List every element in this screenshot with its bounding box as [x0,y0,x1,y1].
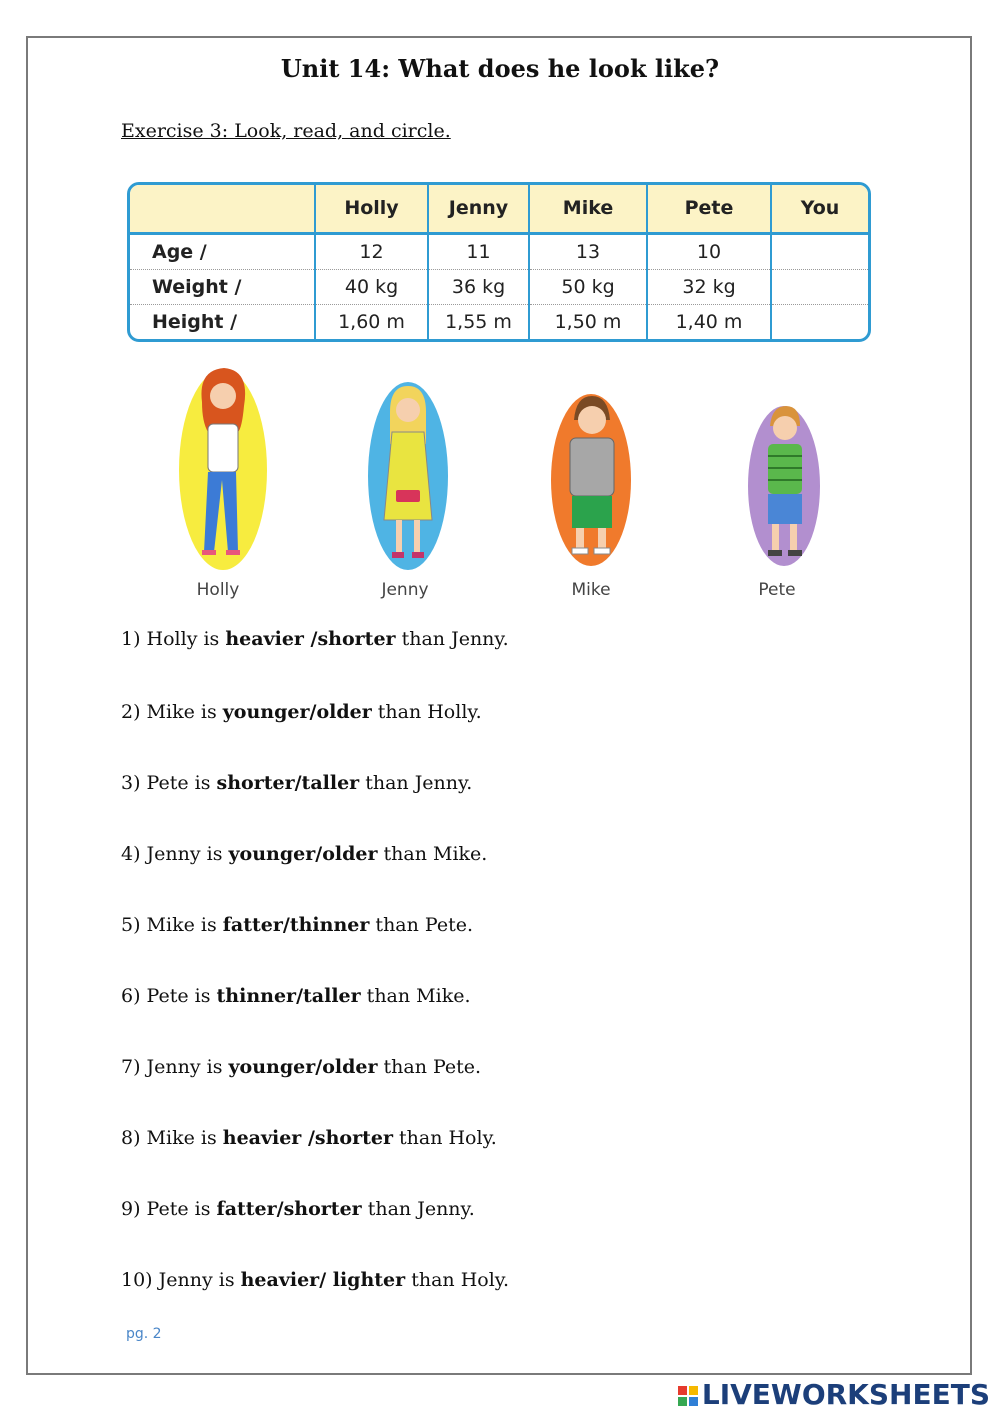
table-cell: 1,50 m [529,305,647,339]
table-cell [771,233,868,270]
table-cell: 13 [529,233,647,270]
page-number: pg. 2 [126,1326,162,1342]
question-text: than Mike. [377,843,488,865]
exercise-instruction: Exercise 3: Look, read, and circle. [121,120,451,142]
table-header-row [130,185,868,233]
question-text: than Jenny. [361,1198,475,1220]
question-text: 6) Pete is [121,985,217,1007]
question-text: 9) Pete is [121,1198,217,1220]
question-1 [121,628,509,650]
question-text: 1) Holly is [121,628,226,650]
option-separator: / [315,843,323,865]
answer-option[interactable]: heavier [225,628,311,650]
question-text: 4) Jenny is [121,843,229,865]
question-3 [121,772,472,794]
answer-option[interactable]: shorter [283,1198,362,1220]
question-text: than Mike. [360,985,471,1007]
option-separator: / [296,985,304,1007]
option-separator: / [282,914,290,936]
answer-option[interactable]: lighter [332,1269,406,1291]
table-cell: 50 kg [529,270,647,305]
answer-option[interactable]: heavier [222,1127,308,1149]
question-2 [121,701,482,723]
answer-option[interactable]: older [322,843,378,865]
stats-table [127,182,871,342]
table-row [130,305,868,339]
option-separator: / [276,1198,284,1220]
question-text: than Jenny. [359,772,473,794]
question-4 [121,843,487,865]
answer-option[interactable]: younger [222,701,310,723]
table-cell: 1,55 m [428,305,529,339]
question-text: than Holy. [392,1127,497,1149]
liveworksheets-logo-icon [678,1384,698,1406]
answer-option[interactable]: younger [228,1056,316,1078]
table-cell: 10 [647,233,771,270]
table-row [130,233,868,270]
liveworksheets-watermark [678,1378,990,1411]
table-cell [771,270,868,305]
question-text: than Pete. [377,1056,482,1078]
character-label: Holly [196,580,240,600]
mike-illustration [546,392,636,568]
table-cell: 11 [428,233,529,270]
question-10 [121,1269,509,1291]
page-title: Unit 14: What does he look like? [280,54,720,83]
pete-illustration [744,404,824,568]
answer-option[interactable]: taller [301,772,360,794]
question-text: than Holy. [405,1269,510,1291]
option-separator: / [307,1127,315,1149]
table-header-cell: Holly [315,185,428,233]
row-label: Age / [130,233,315,270]
option-separator: / [294,772,302,794]
answer-option[interactable]: older [322,1056,378,1078]
answer-option[interactable]: taller [303,985,361,1007]
answer-option[interactable]: thinner [216,985,297,1007]
table-header-cell: Jenny [428,185,529,233]
answer-option[interactable]: shorter [216,772,295,794]
answer-option[interactable]: shorter [317,628,396,650]
answer-option[interactable]: thinner [289,914,370,936]
option-separator: / [319,1269,333,1291]
character-label: Jenny [381,580,429,600]
answer-option[interactable]: fatter [222,914,283,936]
question-text: 2) Mike is [121,701,223,723]
answer-option[interactable]: younger [228,843,316,865]
question-text: than Holly. [371,701,482,723]
option-separator: / [315,1056,323,1078]
table-row [130,270,868,305]
answer-option[interactable]: older [316,701,372,723]
answer-option[interactable]: heavier [240,1269,320,1291]
question-6 [121,985,470,1007]
table-header-cell: Mike [529,185,647,233]
option-separator: / [310,628,318,650]
table-cell: 12 [315,233,428,270]
question-8 [121,1127,497,1149]
character-label: Mike [571,580,611,600]
question-9 [121,1198,475,1220]
row-label: Height / [130,305,315,339]
question-text: 10) Jenny is [121,1269,241,1291]
watermark-text: LIVEWORKSHEETS [701,1378,990,1411]
table-header-cell: Pete [647,185,771,233]
option-separator: / [309,701,317,723]
question-text: 8) Mike is [121,1127,223,1149]
table-cell: 36 kg [428,270,529,305]
character-label: Pete [758,580,796,600]
question-text: than Jenny. [395,628,509,650]
row-label: Weight / [130,270,315,305]
question-text: 7) Jenny is [121,1056,229,1078]
question-5 [121,914,473,936]
answer-option[interactable]: shorter [314,1127,393,1149]
holly-illustration [168,362,278,572]
table-cell: 1,40 m [647,305,771,339]
question-text: 3) Pete is [121,772,217,794]
question-7 [121,1056,481,1078]
table-header-cell [130,185,315,233]
question-text: than Pete. [369,914,473,936]
table-cell: 32 kg [647,270,771,305]
table-header-cell: You [771,185,868,233]
table-cell [771,305,868,339]
table-cell: 1,60 m [315,305,428,339]
question-text: 5) Mike is [121,914,223,936]
jenny-illustration [360,380,456,572]
answer-option[interactable]: fatter [216,1198,277,1220]
table-cell: 40 kg [315,270,428,305]
